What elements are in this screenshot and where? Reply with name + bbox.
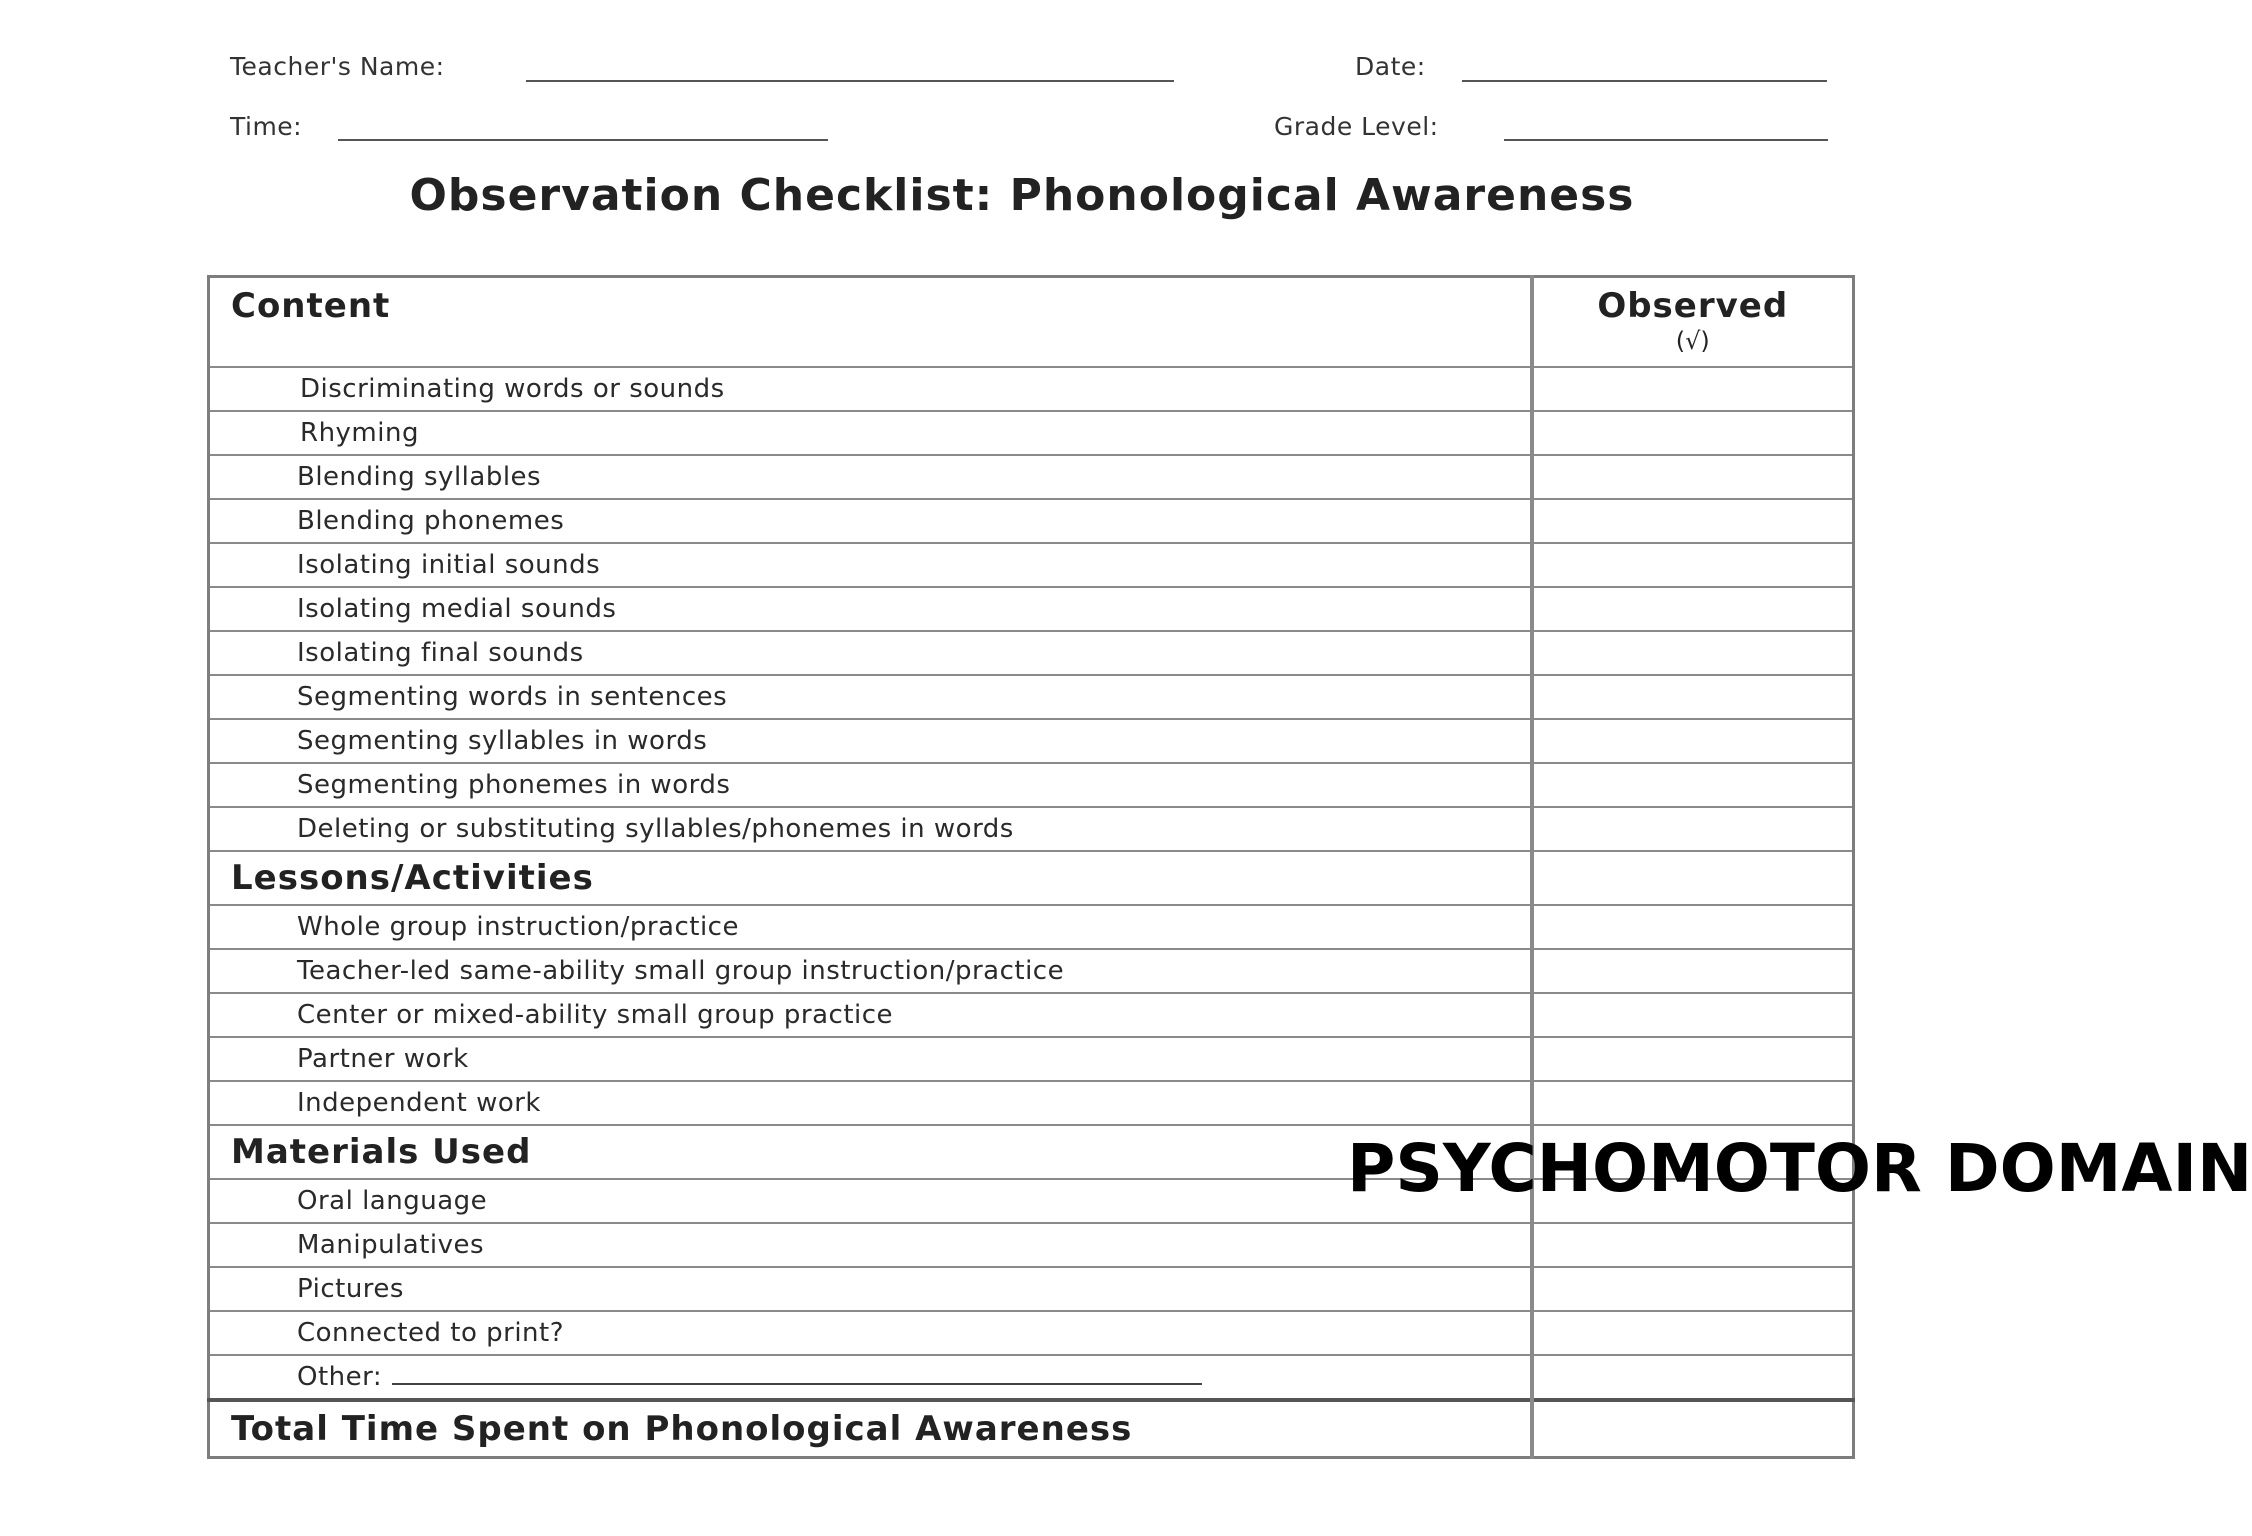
item-cell bbox=[209, 719, 1532, 763]
table-row bbox=[209, 499, 1854, 543]
checklist-item-label bbox=[210, 1362, 1530, 1392]
table-row bbox=[209, 949, 1854, 993]
date-field[interactable] bbox=[1462, 80, 1827, 82]
table-row bbox=[209, 719, 1854, 763]
checklist-item-label bbox=[210, 550, 1530, 580]
checklist-item-text: Whole group instruction/practice bbox=[297, 912, 739, 942]
checklist-item-text: Blending phonemes bbox=[297, 506, 565, 536]
observed-checkbox-cell[interactable] bbox=[1532, 587, 1854, 631]
item-cell bbox=[209, 1311, 1532, 1355]
psychomotor-domain-heading: PSYCHOMOTOR DOMAIN bbox=[1347, 1130, 2252, 1207]
item-cell bbox=[209, 1267, 1532, 1311]
table-row bbox=[209, 1267, 1854, 1311]
item-cell bbox=[209, 631, 1532, 675]
observed-checkbox-cell[interactable] bbox=[1532, 905, 1854, 949]
content-column-header: Content bbox=[231, 286, 391, 326]
table-row bbox=[209, 1081, 1854, 1125]
table-row bbox=[209, 543, 1854, 587]
checklist-item-text: Isolating final sounds bbox=[297, 638, 584, 668]
observed-checkbox-cell[interactable] bbox=[1532, 631, 1854, 675]
table-row bbox=[209, 763, 1854, 807]
checklist-item-label bbox=[210, 1318, 1530, 1348]
item-cell bbox=[209, 993, 1532, 1037]
table-row bbox=[209, 905, 1854, 949]
checklist-item-label bbox=[210, 770, 1530, 800]
checklist-item-text: Discriminating words or sounds bbox=[300, 374, 725, 404]
observed-checkbox-cell[interactable] bbox=[1532, 1267, 1854, 1311]
observed-checkbox-cell[interactable] bbox=[1532, 543, 1854, 587]
observed-checkbox-cell[interactable] bbox=[1532, 1037, 1854, 1081]
table-row bbox=[209, 587, 1854, 631]
checklist-item-label bbox=[210, 1230, 1530, 1260]
item-cell bbox=[209, 905, 1532, 949]
observed-checkbox-cell[interactable] bbox=[1532, 411, 1854, 455]
lessons-activities-heading: Lessons/Activities bbox=[231, 858, 594, 898]
observed-checkbox-cell[interactable] bbox=[1532, 1081, 1854, 1125]
checklist-table bbox=[207, 275, 1855, 1459]
checklist-item-text: Segmenting syllables in words bbox=[297, 726, 708, 756]
page-title-text: Observation Checklist: Phonological Awareness bbox=[409, 170, 1635, 221]
item-cell bbox=[209, 1037, 1532, 1081]
table-row bbox=[209, 675, 1854, 719]
table-row bbox=[209, 1223, 1854, 1267]
observed-checkbox-cell[interactable] bbox=[1532, 499, 1854, 543]
time-label: Time: bbox=[230, 112, 303, 141]
checklist-item-label bbox=[210, 418, 1530, 448]
observed-checkbox-cell[interactable] bbox=[1532, 455, 1854, 499]
checklist-item-text: Blending syllables bbox=[297, 462, 542, 492]
total-time-row bbox=[209, 1400, 1854, 1458]
checklist-item-label bbox=[210, 638, 1530, 668]
total-time-cell bbox=[209, 1400, 1532, 1458]
checklist-item-text: Connected to print? bbox=[297, 1318, 565, 1348]
checklist-item-label bbox=[210, 1044, 1530, 1074]
table-row bbox=[209, 1355, 1854, 1400]
table-row bbox=[209, 367, 1854, 411]
item-cell bbox=[209, 1223, 1532, 1267]
observed-checkbox-cell[interactable] bbox=[1532, 367, 1854, 411]
grade-level-field[interactable] bbox=[1504, 139, 1828, 141]
checklist-item-label bbox=[210, 814, 1530, 844]
teacher-name-field[interactable] bbox=[526, 80, 1174, 82]
checklist-item-text: Oral language bbox=[297, 1186, 488, 1216]
checklist-item-text: Independent work bbox=[297, 1088, 541, 1118]
observed-checkbox-cell[interactable] bbox=[1532, 993, 1854, 1037]
item-cell bbox=[209, 807, 1532, 851]
teacher-name-label: Teacher's Name: bbox=[230, 52, 445, 81]
checklist-item-text: Deleting or substituting syllables/phonemes in words bbox=[297, 814, 1014, 844]
checklist-item-label bbox=[210, 912, 1530, 942]
checklist-item-text: Manipulatives bbox=[297, 1230, 485, 1260]
date-label: Date: bbox=[1355, 52, 1426, 81]
checklist-item-text: Partner work bbox=[297, 1044, 469, 1074]
table-row bbox=[209, 1037, 1854, 1081]
lessons-activities-heading-row bbox=[209, 851, 1854, 905]
item-cell bbox=[209, 367, 1532, 411]
item-cell bbox=[209, 1081, 1532, 1125]
item-cell bbox=[209, 1355, 1532, 1400]
checklist-item-text: Isolating initial sounds bbox=[297, 550, 601, 580]
item-cell bbox=[209, 543, 1532, 587]
checklist-item-label bbox=[210, 1274, 1530, 1304]
item-cell bbox=[209, 499, 1532, 543]
item-cell bbox=[209, 949, 1532, 993]
other-fill-in-line[interactable] bbox=[392, 1365, 1202, 1385]
observed-checkbox-cell[interactable] bbox=[1532, 763, 1854, 807]
item-cell bbox=[209, 763, 1532, 807]
observed-header-cell bbox=[1532, 277, 1854, 368]
item-cell bbox=[209, 455, 1532, 499]
checklist-item-label bbox=[210, 594, 1530, 624]
observed-checkbox-cell[interactable] bbox=[1532, 675, 1854, 719]
checklist-item-text: Pictures bbox=[297, 1274, 404, 1304]
table-header-row bbox=[209, 277, 1854, 368]
time-field[interactable] bbox=[338, 139, 828, 141]
item-cell bbox=[209, 411, 1532, 455]
observed-checkbox-cell[interactable] bbox=[1532, 807, 1854, 851]
observed-checkbox-cell[interactable] bbox=[1532, 1223, 1854, 1267]
observed-checkbox-cell[interactable] bbox=[1532, 1355, 1854, 1400]
checklist-item-label bbox=[210, 726, 1530, 756]
checklist-item-text: Center or mixed-ability small group practice bbox=[297, 1000, 894, 1030]
checklist-item-text: Other: bbox=[297, 1362, 383, 1392]
total-time-label: Total Time Spent on Phonological Awareness bbox=[231, 1409, 1133, 1449]
lessons-activities-heading-cell bbox=[209, 851, 1532, 905]
checklist-item-text: Segmenting words in sentences bbox=[297, 682, 728, 712]
checklist-item-label bbox=[210, 1186, 1530, 1216]
observed-checkbox-cell[interactable] bbox=[1532, 719, 1854, 763]
checklist-item-text: Teacher-led same-ability small group instruction/practice bbox=[297, 956, 1065, 986]
observed-checkbox-cell[interactable] bbox=[1532, 949, 1854, 993]
page-title bbox=[0, 170, 2048, 221]
lessons-activities-heading-observed-cell bbox=[1532, 851, 1854, 905]
table-row bbox=[209, 411, 1854, 455]
checklist-item-label bbox=[210, 682, 1530, 712]
checkmark-symbol: (√) bbox=[1675, 327, 1710, 355]
table-row bbox=[209, 807, 1854, 851]
checklist-item-label bbox=[210, 374, 1530, 404]
checklist-item-text: Segmenting phonemes in words bbox=[297, 770, 731, 800]
observed-column-header: Observed bbox=[1597, 286, 1789, 326]
total-time-value-cell[interactable] bbox=[1532, 1400, 1854, 1458]
checklist-item-label bbox=[210, 462, 1530, 492]
checklist-item-text: Rhyming bbox=[300, 418, 419, 448]
materials-used-heading: Materials Used bbox=[231, 1132, 532, 1172]
checklist-item-label bbox=[210, 956, 1530, 986]
checklist-item-label bbox=[210, 1000, 1530, 1030]
table-row bbox=[209, 455, 1854, 499]
observed-checkbox-cell[interactable] bbox=[1532, 1311, 1854, 1355]
checklist-item-text: Isolating medial sounds bbox=[297, 594, 617, 624]
checklist-item-label bbox=[210, 1088, 1530, 1118]
table-row bbox=[209, 1311, 1854, 1355]
grade-level-label: Grade Level: bbox=[1274, 112, 1439, 141]
checklist-item-label bbox=[210, 506, 1530, 536]
content-header-cell bbox=[209, 277, 1532, 368]
materials-used-heading-cell bbox=[209, 1125, 1532, 1179]
item-cell bbox=[209, 1179, 1532, 1223]
table-row bbox=[209, 993, 1854, 1037]
item-cell bbox=[209, 587, 1532, 631]
table-row bbox=[209, 631, 1854, 675]
item-cell bbox=[209, 675, 1532, 719]
